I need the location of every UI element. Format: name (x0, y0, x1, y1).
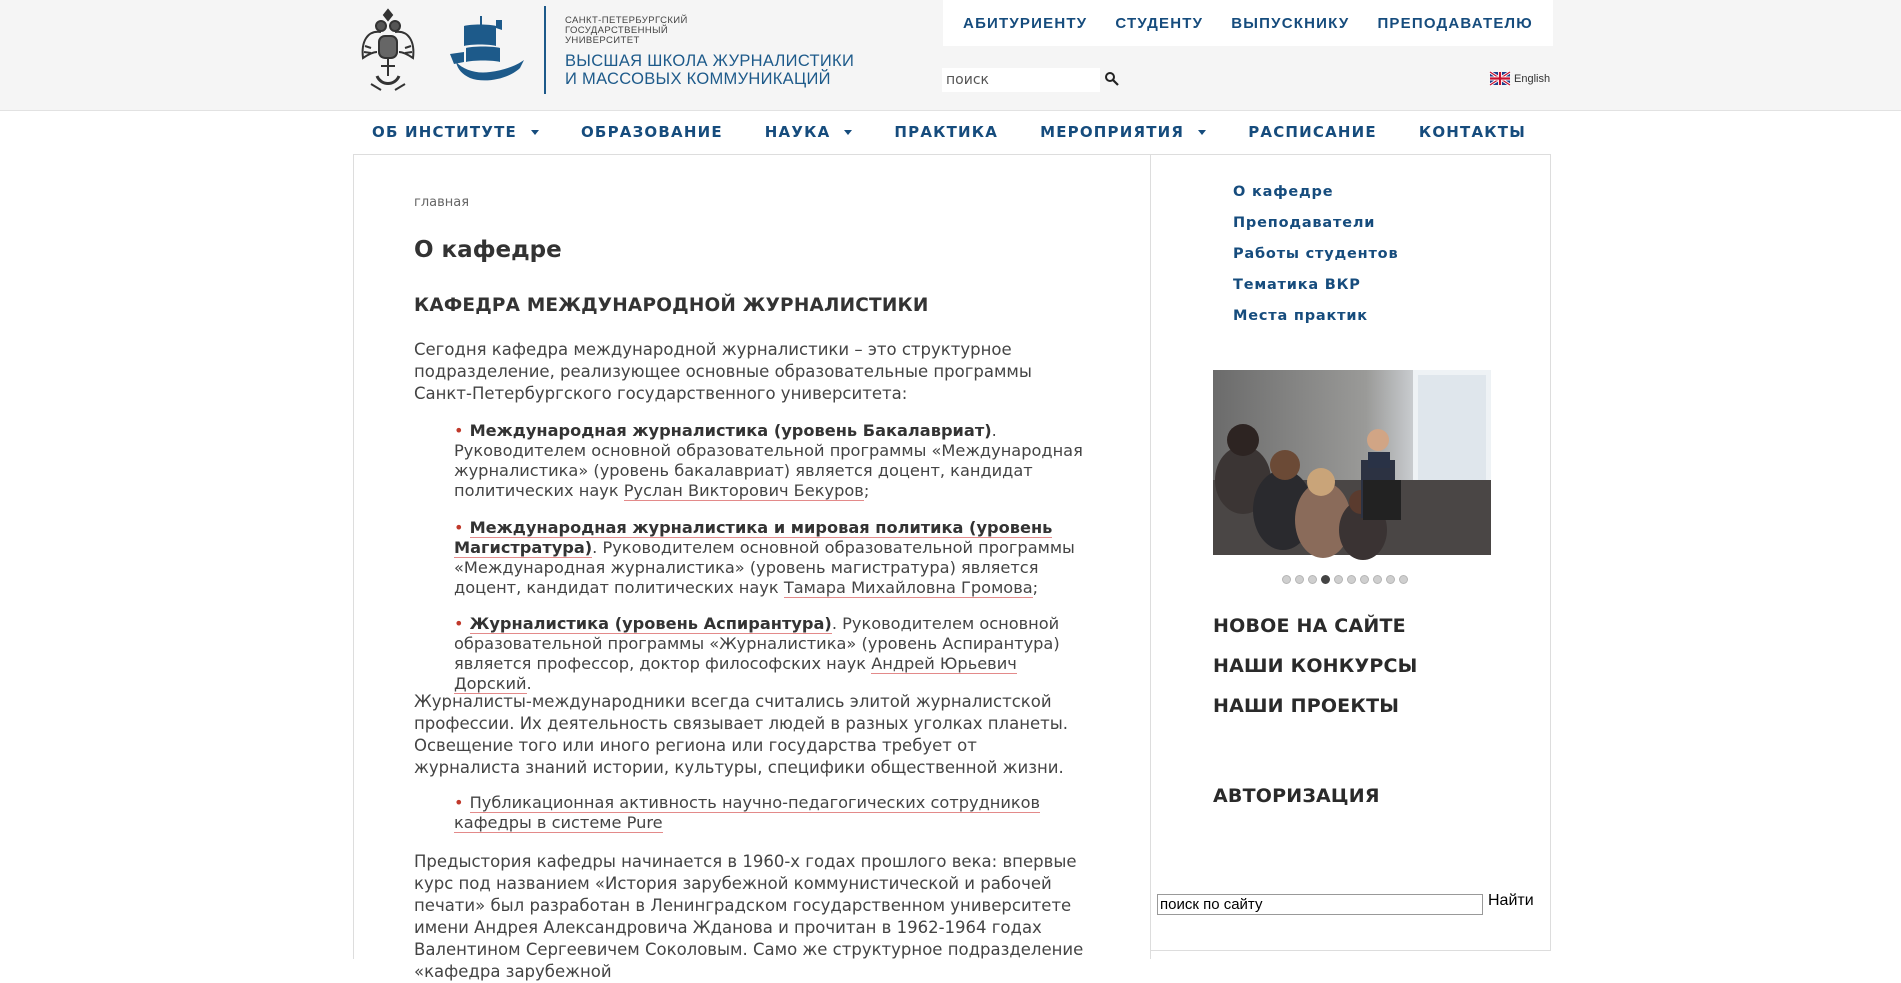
slider-dot[interactable] (1360, 575, 1369, 584)
body-paragraph: Журналисты-международники всегда считались элитой журналистской профессии. Их деятельность связывает людей в разных уголках планеты. Освещение того или иного региона или государства требует от журналиста знаний истории, культуры, специфики общественной жизни. (414, 692, 1069, 777)
auth-heading: АВТОРИЗАЦИЯ (1213, 785, 1380, 807)
bullet-icon: • (454, 793, 464, 812)
main-content (353, 154, 1151, 981)
bullet-icon: • (454, 518, 464, 537)
nav-label: КОНТАКТЫ (1418, 123, 1526, 141)
slider-dot[interactable] (1386, 575, 1395, 584)
nav-label: МЕРОПРИЯТИЯ (1040, 123, 1185, 141)
school-line: ВЫСШАЯ ШКОЛА ЖУРНАЛИСТИКИ (565, 52, 855, 70)
sidebar-item-thesis-topics[interactable]: Тематика ВКР (1233, 277, 1361, 293)
search-icon[interactable] (1104, 71, 1120, 87)
nav-teachers[interactable]: ПРЕПОДАВАТЕЛЮ (1377, 14, 1533, 32)
punctuation: . (526, 674, 532, 693)
section-title: КАФЕДРА МЕЖДУНАРОДНОЙ ЖУРНАЛИСТИКИ (414, 295, 929, 316)
punctuation: ; (1032, 578, 1039, 597)
projects-heading[interactable]: НАШИ ПРОЕКТЫ (1213, 695, 1400, 717)
punctuation: ; (863, 481, 870, 500)
program-text: . Руководителем основной образовательной программы «Международная журналистика» (уровень магистратура) является доцент, кандидат политических наук (454, 538, 1075, 597)
program-head-link[interactable]: Руслан Викторович Бекуров (623, 481, 864, 500)
program-text: . Руководителем основной образовательной программы «Международная журналистика» (уровень бакалавриат) является доцент, кандидат политических наук (454, 421, 1083, 500)
sidebar (1151, 154, 1551, 951)
logo-divider (544, 6, 546, 94)
slider-dot[interactable] (1308, 575, 1317, 584)
university-line: УНИВЕРСИТЕТ (565, 35, 640, 46)
sidebar-item-student-works[interactable]: Работы студентов (1233, 246, 1399, 262)
program-text: . Руководителем основной образовательной программы «Журналистика» (уровень Аспирантура) является профессор, доктор философских наук (454, 614, 1060, 673)
breadcrumb-home[interactable]: главная (414, 195, 470, 210)
search-input[interactable] (942, 68, 1100, 92)
school-line: И МАССОВЫХ КОММУНИКАЦИЙ (565, 70, 831, 88)
caret-down-icon (531, 130, 539, 135)
slider-pagination (1282, 575, 1408, 584)
header-search (942, 68, 1102, 92)
nav-graduates[interactable]: ВЫПУСКНИКУ (1231, 14, 1350, 32)
sidebar-item-teachers[interactable]: Преподаватели (1233, 215, 1376, 231)
bullet-icon: • (454, 614, 464, 633)
sidebar-menu (1233, 181, 1398, 336)
contests-heading[interactable]: НАШИ КОНКУРСЫ (1213, 655, 1418, 677)
program-name: Международная журналистика (уровень Бакалавриат) (469, 421, 992, 440)
nav-students[interactable]: СТУДЕНТУ (1115, 14, 1204, 32)
program-item (454, 614, 1084, 694)
slider-dot[interactable] (1282, 575, 1291, 584)
audience-nav (943, 0, 1553, 46)
nav-practice[interactable] (894, 123, 998, 141)
nav-events[interactable] (1040, 123, 1206, 141)
site-search-button[interactable]: Найти (1488, 892, 1534, 909)
nav-label: РАСПИСАНИЕ (1248, 123, 1377, 141)
slider-dot[interactable] (1373, 575, 1382, 584)
nav-about[interactable] (372, 123, 539, 141)
uk-flag-icon (1490, 72, 1510, 85)
program-name-link[interactable]: Международная журналистика и мировая политика (уровень Магистратура) (454, 518, 1053, 557)
nav-education[interactable] (581, 123, 723, 141)
new-on-site-heading[interactable]: НОВОЕ НА САЙТЕ (1213, 615, 1406, 637)
nav-science[interactable] (765, 123, 853, 141)
university-name (565, 16, 688, 46)
program-item (454, 421, 1084, 501)
main-nav (372, 111, 1568, 153)
pure-item (454, 793, 1084, 833)
header-inner (353, 0, 1553, 111)
slider-dot-active[interactable] (1321, 575, 1330, 584)
nav-label: ПРАКТИКА (894, 123, 999, 141)
nav-applicants[interactable]: АБИТУРИЕНТУ (963, 14, 1088, 32)
school-name[interactable] (565, 52, 854, 88)
intro-paragraph: Сегодня кафедра международной журналистики – это структурное подразделение, реализующее основные образовательные программы Санкт-Петербургского государственного университета: (414, 340, 1032, 403)
history-paragraph: Предыстория кафедры начинается в 1960-х годах прошлого века: впервые курс под названием «История зарубежной коммунистической и рабочей печати» был разработан в Ленинградском государственном университете имени Андрея Александровича Жданова и прочитан в 1962-1964 годах Валентином Сергеевичем Соколовым. Само же структурное подразделение «кафедра зарубежной (414, 852, 1084, 981)
bullet-icon: • (454, 421, 464, 440)
language-label: English (1514, 72, 1551, 85)
nav-contacts[interactable] (1419, 123, 1526, 141)
slider-dot[interactable] (1347, 575, 1356, 584)
nav-schedule[interactable] (1248, 123, 1377, 141)
nav-label: ОБРАЗОВАНИЕ (580, 123, 723, 141)
program-head-link[interactable]: Андрей Юрьевич Дорский (454, 654, 1017, 693)
site-header (0, 0, 1901, 111)
university-line: ГОСУДАРСТВЕННЫЙ (565, 25, 669, 36)
pure-link[interactable]: Публикационная активность научно-педагогических сотрудников кафедры в системе Pure (454, 793, 1041, 832)
sidebar-item-internships[interactable]: Места практик (1233, 308, 1368, 324)
slider-dot[interactable] (1334, 575, 1343, 584)
eagle-emblem-icon[interactable] (359, 6, 417, 96)
slider-dot[interactable] (1295, 575, 1304, 584)
slider-dot[interactable] (1399, 575, 1408, 584)
nav-label: НАУКА (764, 123, 831, 141)
program-item (454, 518, 1084, 598)
caret-down-icon (1198, 130, 1206, 135)
page-title: О кафедре (414, 237, 562, 263)
program-head-link[interactable]: Тамара Михайловна Громова (783, 578, 1033, 597)
program-name-link[interactable]: Журналистика (уровень Аспирантура) (469, 614, 832, 633)
ship-logo-icon[interactable] (450, 12, 526, 86)
language-switch[interactable] (1490, 72, 1550, 85)
site-search-input[interactable] (1157, 894, 1483, 915)
lecture-photo[interactable] (1213, 370, 1491, 555)
sidebar-item-about[interactable]: О кафедре (1233, 184, 1334, 200)
nav-label: ОБ ИНСТИТУТЕ (372, 123, 517, 141)
university-line: САНКТ-ПЕТЕРБУРГСКИЙ (565, 15, 688, 26)
caret-down-icon (844, 130, 852, 135)
